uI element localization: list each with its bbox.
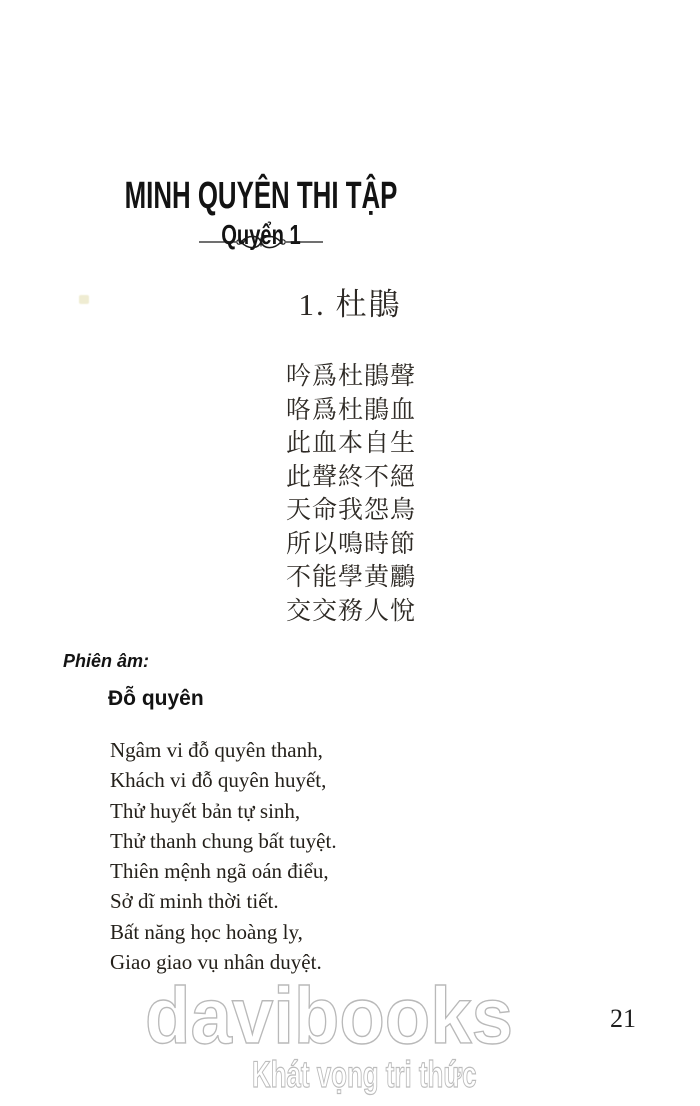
chinese-poem-line: 交交務人悅 (285, 597, 416, 625)
vietnamese-poem-line: Khách vi đỗ quyên huyết, (110, 768, 327, 793)
chinese-poem-line: 此聲終不絕 (285, 463, 416, 491)
chinese-poem-line: 天命我怨鳥 (285, 497, 416, 524)
vietnamese-poem-line: Bất năng học hoàng ly, (110, 919, 303, 944)
vietnamese-poem-line: Thử huyết bản tự sinh, (110, 798, 301, 823)
book-title: MINH QUYÊN THI TẬP (124, 175, 398, 218)
chinese-poem-line: 吟爲杜鵑聲 (285, 363, 416, 390)
scan-artifact-dot (79, 295, 89, 304)
watermark-slogan: Khát vọng tri thức (252, 1054, 477, 1095)
poem-number-heading: 1. 杜鵑 (298, 287, 402, 322)
vietnamese-poem-line: Thử thanh chung bất tuyệt. (110, 828, 337, 853)
chinese-poem-line: 不能學黄鸝 (285, 564, 416, 591)
vietnamese-poem-line: Thiên mệnh ngã oán điểu, (110, 859, 329, 884)
chinese-poem (0, 360, 700, 628)
vietnamese-poem-line: Ngâm vi đỗ quyên thanh, (110, 738, 323, 762)
chinese-poem-line: 所以鳴時節 (285, 530, 416, 558)
phien-am-label: Phiên âm: (63, 651, 150, 671)
divider-ornament-icon (199, 234, 323, 250)
page-number: 21 (610, 1004, 636, 1033)
volume-subtitle: Quyển 1 (221, 219, 301, 251)
chinese-poem-line: 咯爲杜鵑血 (285, 396, 416, 424)
vietnamese-poem (110, 735, 337, 977)
watermark-brand: davibooks (145, 971, 513, 1060)
poem-title: Đỗ quyên (108, 687, 204, 710)
vietnamese-poem-line: Sở dĩ minh thời tiết. (110, 889, 279, 914)
chinese-poem-line: 此血本自生 (285, 430, 416, 457)
vietnamese-poem-line: Giao giao vụ nhân duyệt. (110, 950, 322, 975)
